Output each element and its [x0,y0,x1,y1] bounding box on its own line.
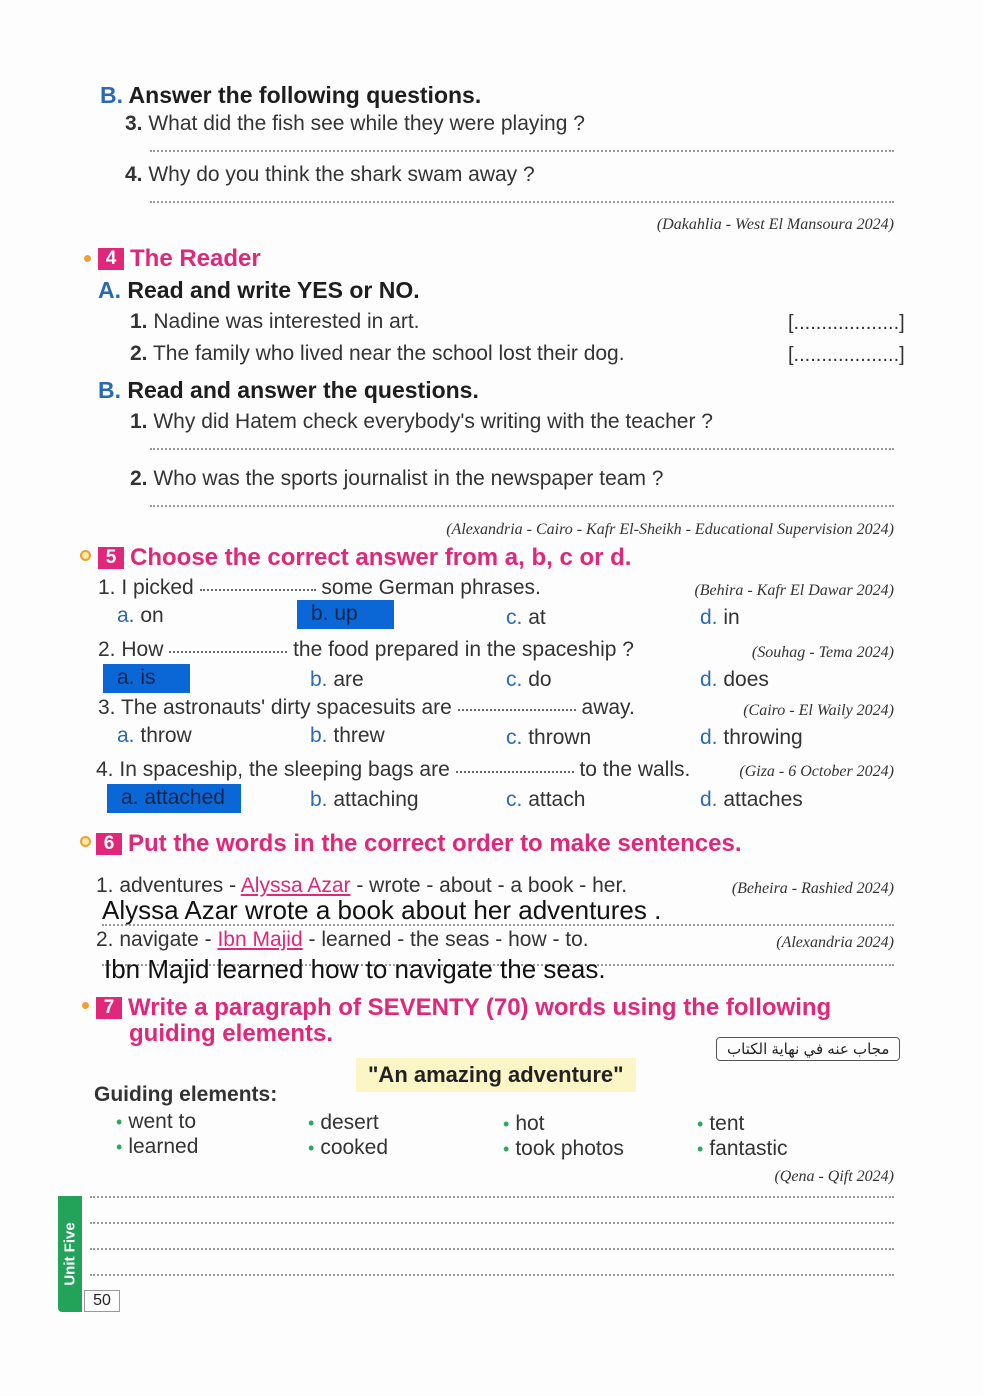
section-bullet [80,550,91,561]
section-4b-heading: B. Read and answer the questions. [98,377,479,403]
option-b[interactable]: b. are [310,668,364,691]
question-3: 3. What did the fish see while they were playing ? [125,112,585,135]
section-number-badge: 6 [96,833,122,855]
section-7-heading: 7 Write a paragraph of SEVENTY (70) words using the following [96,994,831,1022]
section-bullet [82,1002,89,1009]
section-number-badge: 4 [98,248,124,270]
section-4a-heading: A. Read and write YES or NO. [98,277,420,303]
guiding-elements-label: Guiding elements: [94,1083,278,1106]
writing-line[interactable] [90,1274,894,1276]
question-4: 4. Why do you think the shark swam away ? [125,163,535,186]
mcq-question: 3. The astronauts' dirty spacesuits are away. [98,696,635,719]
guiding-element: • took photos [503,1137,624,1160]
section-number-badge: 7 [96,997,122,1019]
option-d[interactable]: d. in [700,606,740,629]
section-7-heading-cont: guiding elements. [129,1020,334,1047]
answer-line[interactable] [150,505,894,507]
mcq-question: 2. How the food prepared in the spaceship ? [98,638,634,661]
answer-blank[interactable] [458,709,576,711]
answer-key-note: مجاب عنه في نهاية الكتاب [716,1037,900,1061]
section-bullet [80,836,91,847]
guiding-element: • fantastic [697,1137,788,1160]
source-citation: (Souhag - Tema 2024) [751,644,894,661]
option-b-selected[interactable]: b. up [297,600,394,629]
option-c[interactable]: c. do [506,668,552,691]
source-citation: (Cairo - El Waily 2024) [743,702,894,719]
writing-line[interactable] [90,1248,894,1250]
answer-line[interactable] [150,201,894,203]
section-6-heading: 6 Put the words in the correct order to make sentences. [96,830,742,858]
yes-no-item: 1. Nadine was interested in art. [130,310,420,333]
answer-bracket[interactable]: [...................] [788,344,905,366]
source-citation: (Dakahlia - West El Mansoura 2024) [656,216,894,233]
source-citation: (Alexandria 2024) [776,934,894,951]
answer-blank[interactable] [200,589,316,591]
reorder-item: 1. adventures - Alyssa Azar - wrote - about - a book - her. [96,874,628,897]
option-a[interactable]: a. throw [117,724,192,747]
writing-line[interactable] [90,1196,894,1198]
guiding-element: • cooked [308,1136,389,1159]
option-c[interactable]: c. attach [506,788,586,811]
section-b-heading: B. Answer the following questions. [100,82,482,108]
option-d[interactable]: d. throwing [700,726,803,749]
section-bullet [84,255,91,262]
source-citation: (Qena - Qift 2024) [774,1168,894,1185]
option-a-selected[interactable]: a. attached [107,784,241,813]
source-citation: (Beheira - Rashied 2024) [731,880,894,897]
writing-line[interactable] [90,1222,894,1224]
option-a-selected[interactable]: a. is [103,664,190,693]
option-a[interactable]: a. on [117,604,164,627]
section-5-heading: 5 Choose the correct answer from a, b, c or d. [98,544,631,572]
yes-no-item: 2. The family who lived near the school lost their dog. [130,342,625,365]
answer-bracket[interactable]: [...................] [788,312,905,334]
section-4-heading: 4 The Reader [98,245,261,273]
option-c[interactable]: c. at [506,606,546,629]
mcq-question: 4. In spaceship, the sleeping bags are to the walls. [96,758,691,781]
section-number-badge: 5 [98,547,124,569]
guiding-element: • desert [308,1111,379,1134]
option-b[interactable]: b. threw [310,724,385,747]
question-item: 2. Who was the sports journalist in the newspaper team ? [130,467,664,490]
guiding-element: • hot [503,1112,545,1135]
answer-line[interactable] [150,448,894,450]
question-item: 1. Why did Hatem check everybody's writing with the teacher ? [130,410,713,433]
unit-tab: Unit Five [58,1196,82,1312]
answer-blank[interactable] [456,771,574,773]
source-citation: (Giza - 6 October 2024) [739,763,894,780]
guiding-element: • tent [697,1112,745,1135]
reorder-item: 2. navigate - Ibn Majid - learned - the seas - how - to. [96,928,589,951]
option-c[interactable]: c. thrown [506,726,592,749]
underlined-name: Ibn Majid [217,928,303,951]
answer-line[interactable] [150,150,894,152]
paragraph-topic: "An amazing adventure" [356,1058,636,1092]
mcq-question: 1. I picked some German phrases. [98,576,541,599]
written-answer: Alyssa Azar wrote a book about her adventures . [102,895,662,925]
guiding-element: • learned [116,1135,199,1158]
source-citation: (Behira - Kafr El Dawar 2024) [694,582,894,599]
written-answer: Ibn Majid learned how to navigate the seas. [104,954,606,984]
option-b[interactable]: b. attaching [310,788,419,811]
option-d[interactable]: d. attaches [700,788,803,811]
underlined-name: Alyssa Azar [240,874,351,897]
answer-blank[interactable] [169,651,287,653]
guiding-element: • went to [116,1110,197,1133]
option-d[interactable]: d. does [700,668,769,691]
page-number: 50 [84,1290,120,1312]
source-citation: (Alexandria - Cairo - Kafr El-Sheikh - Educational Supervision 2024) [446,521,894,538]
